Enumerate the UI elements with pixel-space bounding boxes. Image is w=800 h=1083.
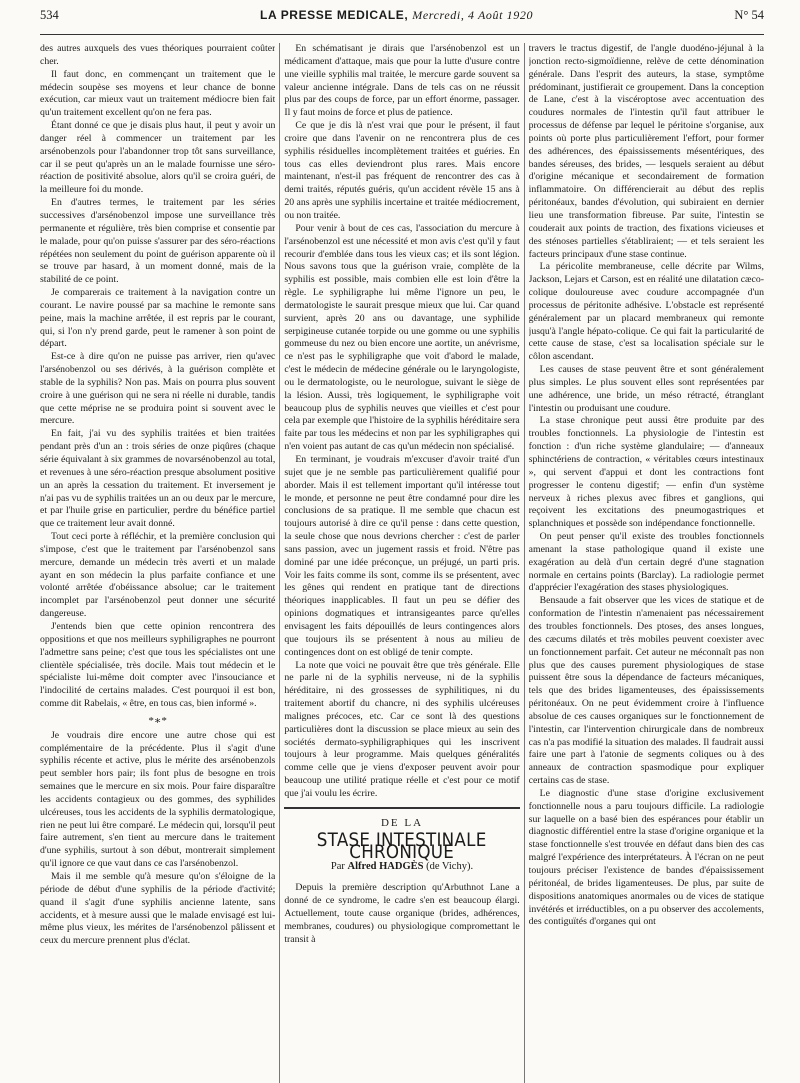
body-paragraph: Est-ce à dire qu'on ne puisse pas arriver, rien qu'avec l'arsénobenzol ou ses dérivés, à la guérison complète et stable de la syphilis? Non pas. Mais on pourra plus souvent croire à une guérison qui ne sera ni réelle ni durable, tandis que cette méprise ne se produira point si souvent avec le mercure.: [40, 351, 276, 427]
article-intro-paragraph: Depuis la première description qu'Arbuthnot Lane a donné de ce syndrome, le cadre s'en est beaucoup élargi. Actuellement, toute cause organique (brides, adhérences, membranes, coudures) ou physiologique compromettant le transit à: [284, 882, 520, 945]
body-paragraph: Étant donné ce que je disais plus haut, il peut y avoir un danger réel à commencer un traitement par les arsénobenzols pour l'abandonner trop tôt sans surveillance, car il se peut qu'après un an le malade fournisse une séro-réaction de positivité absolue, alors qu'il se croira guéri, de la meilleure foi du monde.: [40, 120, 276, 196]
body-paragraph: On peut penser qu'il existe des troubles fonctionnels amenant la stase pathologique quand il existe une exagération au delà d'un certain degré d'une stagnation normale en certains points (Barclay). La radiologie permet d'apprécier l'exagération des stases physiologiques.: [528, 531, 764, 594]
body-paragraph: Je voudrais dire encore une autre chose qui est complémentaire de la précédente. Plus il s'agit d'une syphilis récente et active, plus le mérite des arsénobenzols peut sembler hors pair; ils font plus de besogne en trois semaines que le mercure en six mois. Pour faire disparaître les accidents contagieux ou des gommes, des syphilides ulcéreuses, tous les accidents de la syphilis dermatologique, rien ne peut lui être comparé. Le médecin qui, lorsqu'il peut faire autrement, s'en tient au mercure dans le traitement d'une syphilis, surtout à son début, montrerait simplement qu'il ignore ce que vaut dans ce cas l'arsénobenzol.: [40, 729, 276, 870]
body-paragraph: Je comparerais ce traitement à la navigation contre un courant. Le navire poussé par sa machine le remonte sans peine, mais la machine arrêtée, il est repris par le courant, qui, si l'on n'y prend garde, peut le ramener à son point de départ.: [40, 287, 276, 350]
body-paragraph: Ce que je dis là n'est vrai que pour le présent, il faut croire que dans l'avenir on ne rencontrera plus de ces syphilis résiduelles incomplètement traitées et guéries. En tous cas elles deviendront plus rares. Mais encore maintenant, n'est-il pas fréquent de rencontrer des cas à demi traités, réputés guéris, qu'un accident révèle 15 ans à 20 ans après une syphilis incertaine et traitée médiocrement, ou non traitée.: [284, 120, 520, 221]
article-columns: [40, 43, 764, 1083]
body-paragraph: En fait, j'ai vu des syphilis traitées et bien traitées pendant près d'un an : trois séries de onze piqûres (chaque série équivalant à six grammes de novarsénobenzol au total, et revenues à une séro-réaction presque absolument positive un an après la cessation du traitement. Et inversement je n'ai pas vu de syphilis traitées un an ou deux par le mercure, et par l'huile grise en particulier, perdre du bénéfice partiel que ce traitement leur avait donné.: [40, 428, 276, 530]
running-header: [40, 8, 764, 35]
journal-title: [260, 8, 533, 23]
article-heading: [284, 807, 519, 874]
body-paragraph: Tout ceci porte à réfléchir, et la première conclusion qui s'impose, c'est que le traitement par l'arsénobenzol sans mercure, demande un médecin très averti et un malade ayant en son médecin la plus parfaite confiance et une volonté arrêtée d'obéissance absolue; car le traitement incomplet par l'arsénobenzol peut donner une sécurité dangereuse.: [40, 531, 276, 620]
body-paragraph: La note que voici ne pouvait être que très générale. Elle ne parle ni de la syphilis nerveuse, ni de la syphilis héréditaire, ni des grossesses de syphilitiques, ni du traitement abortif du chancre, ni des syphilis ulcéreuses malignes précoces, etc. Car ce sont là des questions particulières dont la discussion se place mieux au sein des sociétés dermato-syphiligraphiques qui les inscrivent toujours à leur programme. Mais quelques généralités comme celle que je viens d'exposer peuvent avoir pour beaucoup une utilité pratique réelle et c'est pour ce motif que j'ai voulu les écrire.: [284, 659, 520, 799]
body-paragraph: En terminant, je voudrais m'excuser d'avoir traité d'un sujet que je ne semble pas particulièrement qualifié pour aborder. Mais il est tellement important qu'il intéresse tout le monde, et personne ne peut être condamné pour dire les conclusions de sa pratique. Il me semble que chacun est toujours autorisé à dire ce qu'il pense : dans cette question, la seule chose que nous devrions chercher : c'est de parler sans passion, avec un jugement rassis et froid. N'être pas dominé par une idée préconçue, un préjugé, un parti pris. Voir les faits comme ils sont, comme ils se présentent, avec les gênes qui rendent en pratique tant de directions théoriques inapplicables. Il faut un peu se défier des opinions dogmatiques et intransigeantes parce qu'elles envisagent les faits dépouillés de leurs contingences alors que toujours ils se présentent à nous au milieu de contingences dont on est obligé de tenir compte.: [284, 454, 520, 658]
column-rule: [279, 43, 280, 1083]
author-name: Alfred HADGÈS: [347, 861, 424, 873]
body-paragraph: travers le tractus digestif, de l'angle duodéno-jéjunal à la jonction recto-sigmoïdienne, relève de cette dénomination générale. Dans l'esprit des auteurs, la stase, symptôme prédominant, justifierait ce groupement. Dans la conception de Lane, c'est à la viscéroptose avec accentuation des coudures normales de l'intestin qu'il faut attribuer le processus de défense par lequel le péritoine s'organise, aux points où porte plus particulièrement l'effort, pour former des adhérences, des épaississements mésentériques, des bandes séreuses, des brides, — lesquels seraient au début d'origine mécanique et secondairement de formation inflammatoire. On différencierait au début des replis péritonéaux, bandes d'évolution, qui subiraient en dernier lieu une transformation fibreuse. Par suite, l'intestin se couderait aux points de traction, des fixations vicieuses et des sténoses partielles s'établiraient; — et tels seraient les facteurs principaux d'une stase continue.: [528, 43, 764, 260]
column-middle: [284, 43, 519, 1083]
body-paragraph: Bensaude a fait observer que les vices de statique et de conformation de l'intestin n'amenaient pas nécessairement des troubles fonctionnels. Des ptoses, des anses longues, des cæcums dilatés et très mobiles peuvent coexister avec un fonctionnement parfait. Cet auteur ne méconnaît pas non plus que des causes purement physiologiques de stase puissent être sous la dépendance de facteurs mécaniques, tels que des brides ligamenteuses, des épaississements péritonéaux. On ne peut évidemment croire à l'influence absolue de ces causes organiques sur le fonctionnement de l'intestin, car l'intervention chirurgicale dans de nombreux cas n'a pas modifié la situation des malades. Il faudrait aussi faire une part à l'atonie de segments coliques ou à des anneaux de contraction spasmodique pour expliquer certains cas de stase.: [528, 595, 764, 787]
body-paragraph: Il faut donc, en commençant un traitement que le médecin soupèse ses moyens et leur chance de bonne exécution, car mieux vaut un traitement médiocre bien fait qu'un traitement excellent qu'on ne fera pas.: [40, 68, 276, 119]
body-paragraph: La stase chronique peut aussi être produite par des troubles fonctionnels. La physiologie de l'intestin est fonction : d'un riche système glandulaire; — d'anneaux sphinctériens de contraction, « véritables cœurs intestinaux », qui servent d'appui et dont les contractions font progresser le contenu digestif; — enfin d'un système nerveux à riches plexus avec fibres et ganglions, qui reçoivent les excitations des pneumogastriques et splanchniques et possède son indépendance fonctionnelle.: [528, 415, 764, 530]
article-title: STASE INTESTINALE CHRONIQUE: [317, 828, 487, 864]
journal-name: LA PRESSE MEDICALE,: [260, 8, 409, 22]
column-right: [529, 43, 764, 1083]
body-paragraph: La péricolite membraneuse, celle décrite par Wilms, Jackson, Lejars et Carson, est en réalité une dilatation cæco-colique douloureuse avec coudure accompagnée d'un processus de péritonite adhésive. L'obstacle est représenté généralement par un placard membraneux qui remonte jusqu'à l'angle hépato-colique. Ce qui fait la particularité de cette cause de stase, c'est sa localisation spéciale sur le côlon ascendant.: [528, 261, 764, 363]
column-left: [40, 43, 275, 1083]
issue-date: Mercredi, 4 Août 1920: [412, 8, 534, 22]
author-location: (de Vichy).: [426, 861, 474, 873]
body-paragraph: J'entends bien que cette opinion rencontrera des oppositions et que nos meilleurs syphiligraphes ne pourront l'admettre sans peine; c'est que tous les spécialistes ont une clientèle spécialisée, très docile. Mais tout médecin et le spécialiste lui-même doit compter avec l'insouciance et l'indocilité de certains malades. C'est pourquoi il est bon, comme dit Rabelais, « être, en tous cas, bien informé ».: [40, 620, 276, 710]
body-paragraph: Le diagnostic d'une stase d'origine exclusivement fonctionnelle nous a paru toujours difficile. La radiologie sur laquelle on a basé bien des espérances pour établir un diagnostic différentiel entre la stase d'origine organique et la stase fonctionnelle s'est trouvée en défaut dans bien des cas malgré l'expérience des interprétateurs. À l'écran on ne peut toujours préciser l'existence de bandes d'épaississement péritonéal, de brides ligamenteuses. De plus, par suite de dispositions anatomiques anormales ou de vices de statique invétérés et irréductibles, on a pu observer des accolements, des contiguïtés d'organes qui ont: [528, 787, 764, 928]
column-rule: [524, 43, 525, 1083]
body-paragraph: Pour venir à bout de ces cas, l'association du mercure à l'arsénobenzol est une nécessité et mon avis c'est qu'il y faut recourir d'emblée dans tous les vieux cas; et ils sont légion. Nous savons tous que la guérison vraie, complète de la syphilis est possible, mais combien elle est loin d'être la règle. Le syphiligraphe lui même l'ignore un peu, le dermatologiste le saurait presque mieux que lui. Car quand survient, après 20 ans ou davantage, une syphilide serpigineuse cutanée torpide ou une gomme ou une syphilis gommeuse du nez ou bien encore une aortite, un anévrisme, ce n'est pas le syphiligraphe que voit d'abord le malade, c'est le médecin de médecine générale ou le laryngologiste, ou le dermatologiste, ou le neurologue, suivant le siège de la lésion. Aussi, très logiquement, le syphiligraphe voit beaucoup plus de syphilis neuves que vieilles et c'est pour cela par exemple que l'histoire de la syphilis héréditaire sera faite par tous les médecins et non par les syphiligraphes qui n'en voient pas autant de cas qu'un médecin non spécialisé.: [284, 222, 520, 453]
body-paragraph: En d'autres termes, le traitement par les séries successives d'arsénobenzol impose une surveillance très permanente et régulière, très bien comprise et consentie par le malade, pour qu'on puisse s'assurer par des séro-réactions répétées non seulement du point de guérison apparente où il se trouve par hasard, à un moment donné, mais de la stabilité de ce point.: [40, 197, 276, 286]
section-separator: *∗*: [148, 714, 167, 727]
issue-number: N° 54: [734, 8, 764, 22]
article-heading-prefix: DE LA: [380, 816, 424, 829]
body-paragraph: En schématisant je dirais que l'arsénobenzol est un médicament d'attaque, mais que pour la lutte d'usure contre une vieille syphilis mal traitée, le mercure garde souvent sa valeur ancienne intégrale. Dans de tels cas on ne réussit plus par des coups de force, par un effort énorme, passager. Il y faut moins de force et plus de patience.: [284, 43, 520, 119]
byline-prefix: Par: [330, 861, 345, 873]
body-paragraph: des autres auxquels des vues théoriques pourraient coûter cher.: [40, 43, 276, 67]
page-number: 534: [40, 8, 59, 22]
body-paragraph: Les causes de stase peuvent être et sont généralement plus simples. Le plus souvent elles sont représentées par une adhérence, une bride, un méso rétracté, étranglant l'intestin ou produisant une coudure.: [528, 364, 764, 414]
body-paragraph: Mais il me semble qu'à mesure qu'on s'éloigne de la période de début d'une syphilis de la période d'activité; quand il s'agit d'une syphilis ancienne latente, sans accidents, et à mesure aussi que le malade envisagé est lui-même plus vieux, les mérites de l'arsénobenzol pâlissent et ceux du mercure prennent plus d'éclat.: [40, 871, 276, 947]
